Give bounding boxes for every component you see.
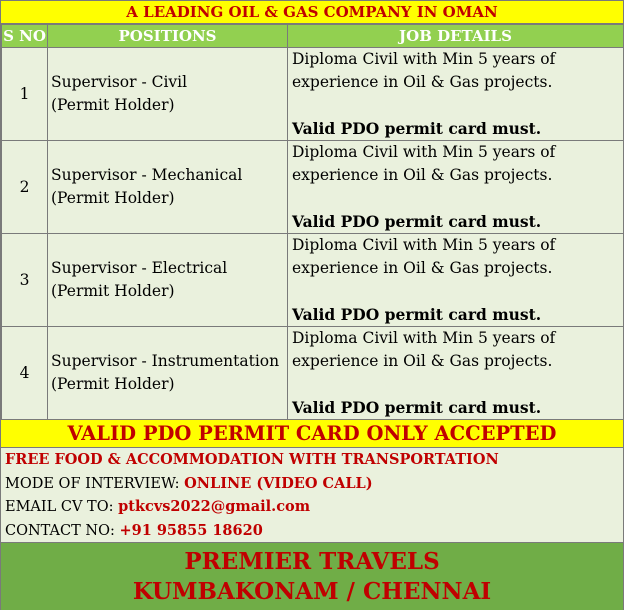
agency-locations: KUMBAKONAM / CHENNAI bbox=[132, 577, 492, 605]
table-row bbox=[2, 141, 624, 234]
column-header-positions: POSITIONS bbox=[48, 25, 288, 48]
agency-footer bbox=[1, 543, 623, 610]
table-header-row bbox=[2, 25, 624, 48]
position-note: (Permit Holder) bbox=[51, 96, 175, 114]
contact-line bbox=[5, 519, 619, 543]
details-text: Diploma Civil with Min 5 years of experience in Oil & Gas projects. bbox=[292, 329, 556, 370]
row-sno: 1 bbox=[2, 48, 48, 141]
requirement-text: Valid PDO permit card must. bbox=[292, 398, 542, 417]
row-job-details bbox=[288, 48, 624, 141]
details-text: Diploma Civil with Min 5 years of experience in Oil & Gas projects. bbox=[292, 50, 556, 91]
interview-label: MODE OF INTERVIEW: bbox=[5, 475, 185, 492]
email-value: ptkcvs2022@gmail.com bbox=[118, 498, 311, 515]
company-title bbox=[1, 1, 623, 24]
benefits-line: FREE FOOD & ACCOMMODATION WITH TRANSPORTATION bbox=[5, 451, 499, 468]
permit-notice-text: VALID PDO PERMIT CARD ONLY ACCEPTED bbox=[67, 422, 557, 445]
row-job-details bbox=[288, 327, 624, 420]
requirement-text: Valid PDO permit card must. bbox=[292, 305, 542, 324]
row-sno: 3 bbox=[2, 234, 48, 327]
contact-value: +91 95855 18620 bbox=[119, 521, 263, 539]
row-position bbox=[48, 141, 288, 234]
position-title: Supervisor - Civil bbox=[51, 73, 188, 91]
position-note: (Permit Holder) bbox=[51, 375, 175, 393]
row-job-details bbox=[288, 234, 624, 327]
company-title-text: A LEADING OIL & GAS COMPANY IN OMAN bbox=[126, 3, 498, 21]
row-job-details bbox=[288, 141, 624, 234]
table-row bbox=[2, 327, 624, 420]
row-position bbox=[48, 234, 288, 327]
table-row bbox=[2, 234, 624, 327]
row-position bbox=[48, 327, 288, 420]
position-note: (Permit Holder) bbox=[51, 189, 175, 207]
position-note: (Permit Holder) bbox=[51, 282, 175, 300]
interview-line bbox=[5, 472, 619, 496]
row-position bbox=[48, 48, 288, 141]
details-text: Diploma Civil with Min 5 years of experience in Oil & Gas projects. bbox=[292, 236, 556, 277]
contact-label: CONTACT NO: bbox=[5, 522, 120, 539]
requirement-text: Valid PDO permit card must. bbox=[292, 212, 542, 231]
agency-name: PREMIER TRAVELS bbox=[184, 547, 440, 575]
column-header-job-details: JOB DETAILS bbox=[288, 25, 624, 48]
email-line bbox=[5, 495, 619, 519]
email-label: EMAIL CV TO: bbox=[5, 499, 119, 515]
table-row bbox=[2, 48, 624, 141]
info-section bbox=[1, 448, 623, 543]
row-sno: 2 bbox=[2, 141, 48, 234]
permit-notice-banner bbox=[1, 420, 623, 448]
row-sno: 4 bbox=[2, 327, 48, 420]
position-title: Supervisor - Mechanical bbox=[51, 166, 243, 184]
position-title: Supervisor - Electrical bbox=[51, 259, 228, 277]
interview-value: ONLINE (VIDEO CALL) bbox=[184, 474, 373, 492]
details-text: Diploma Civil with Min 5 years of experience in Oil & Gas projects. bbox=[292, 143, 556, 184]
requirement-text: Valid PDO permit card must. bbox=[292, 119, 542, 138]
column-header-sno: S NO bbox=[2, 25, 48, 48]
positions-table bbox=[1, 24, 624, 420]
position-title: Supervisor - Instrumentation bbox=[51, 352, 280, 370]
